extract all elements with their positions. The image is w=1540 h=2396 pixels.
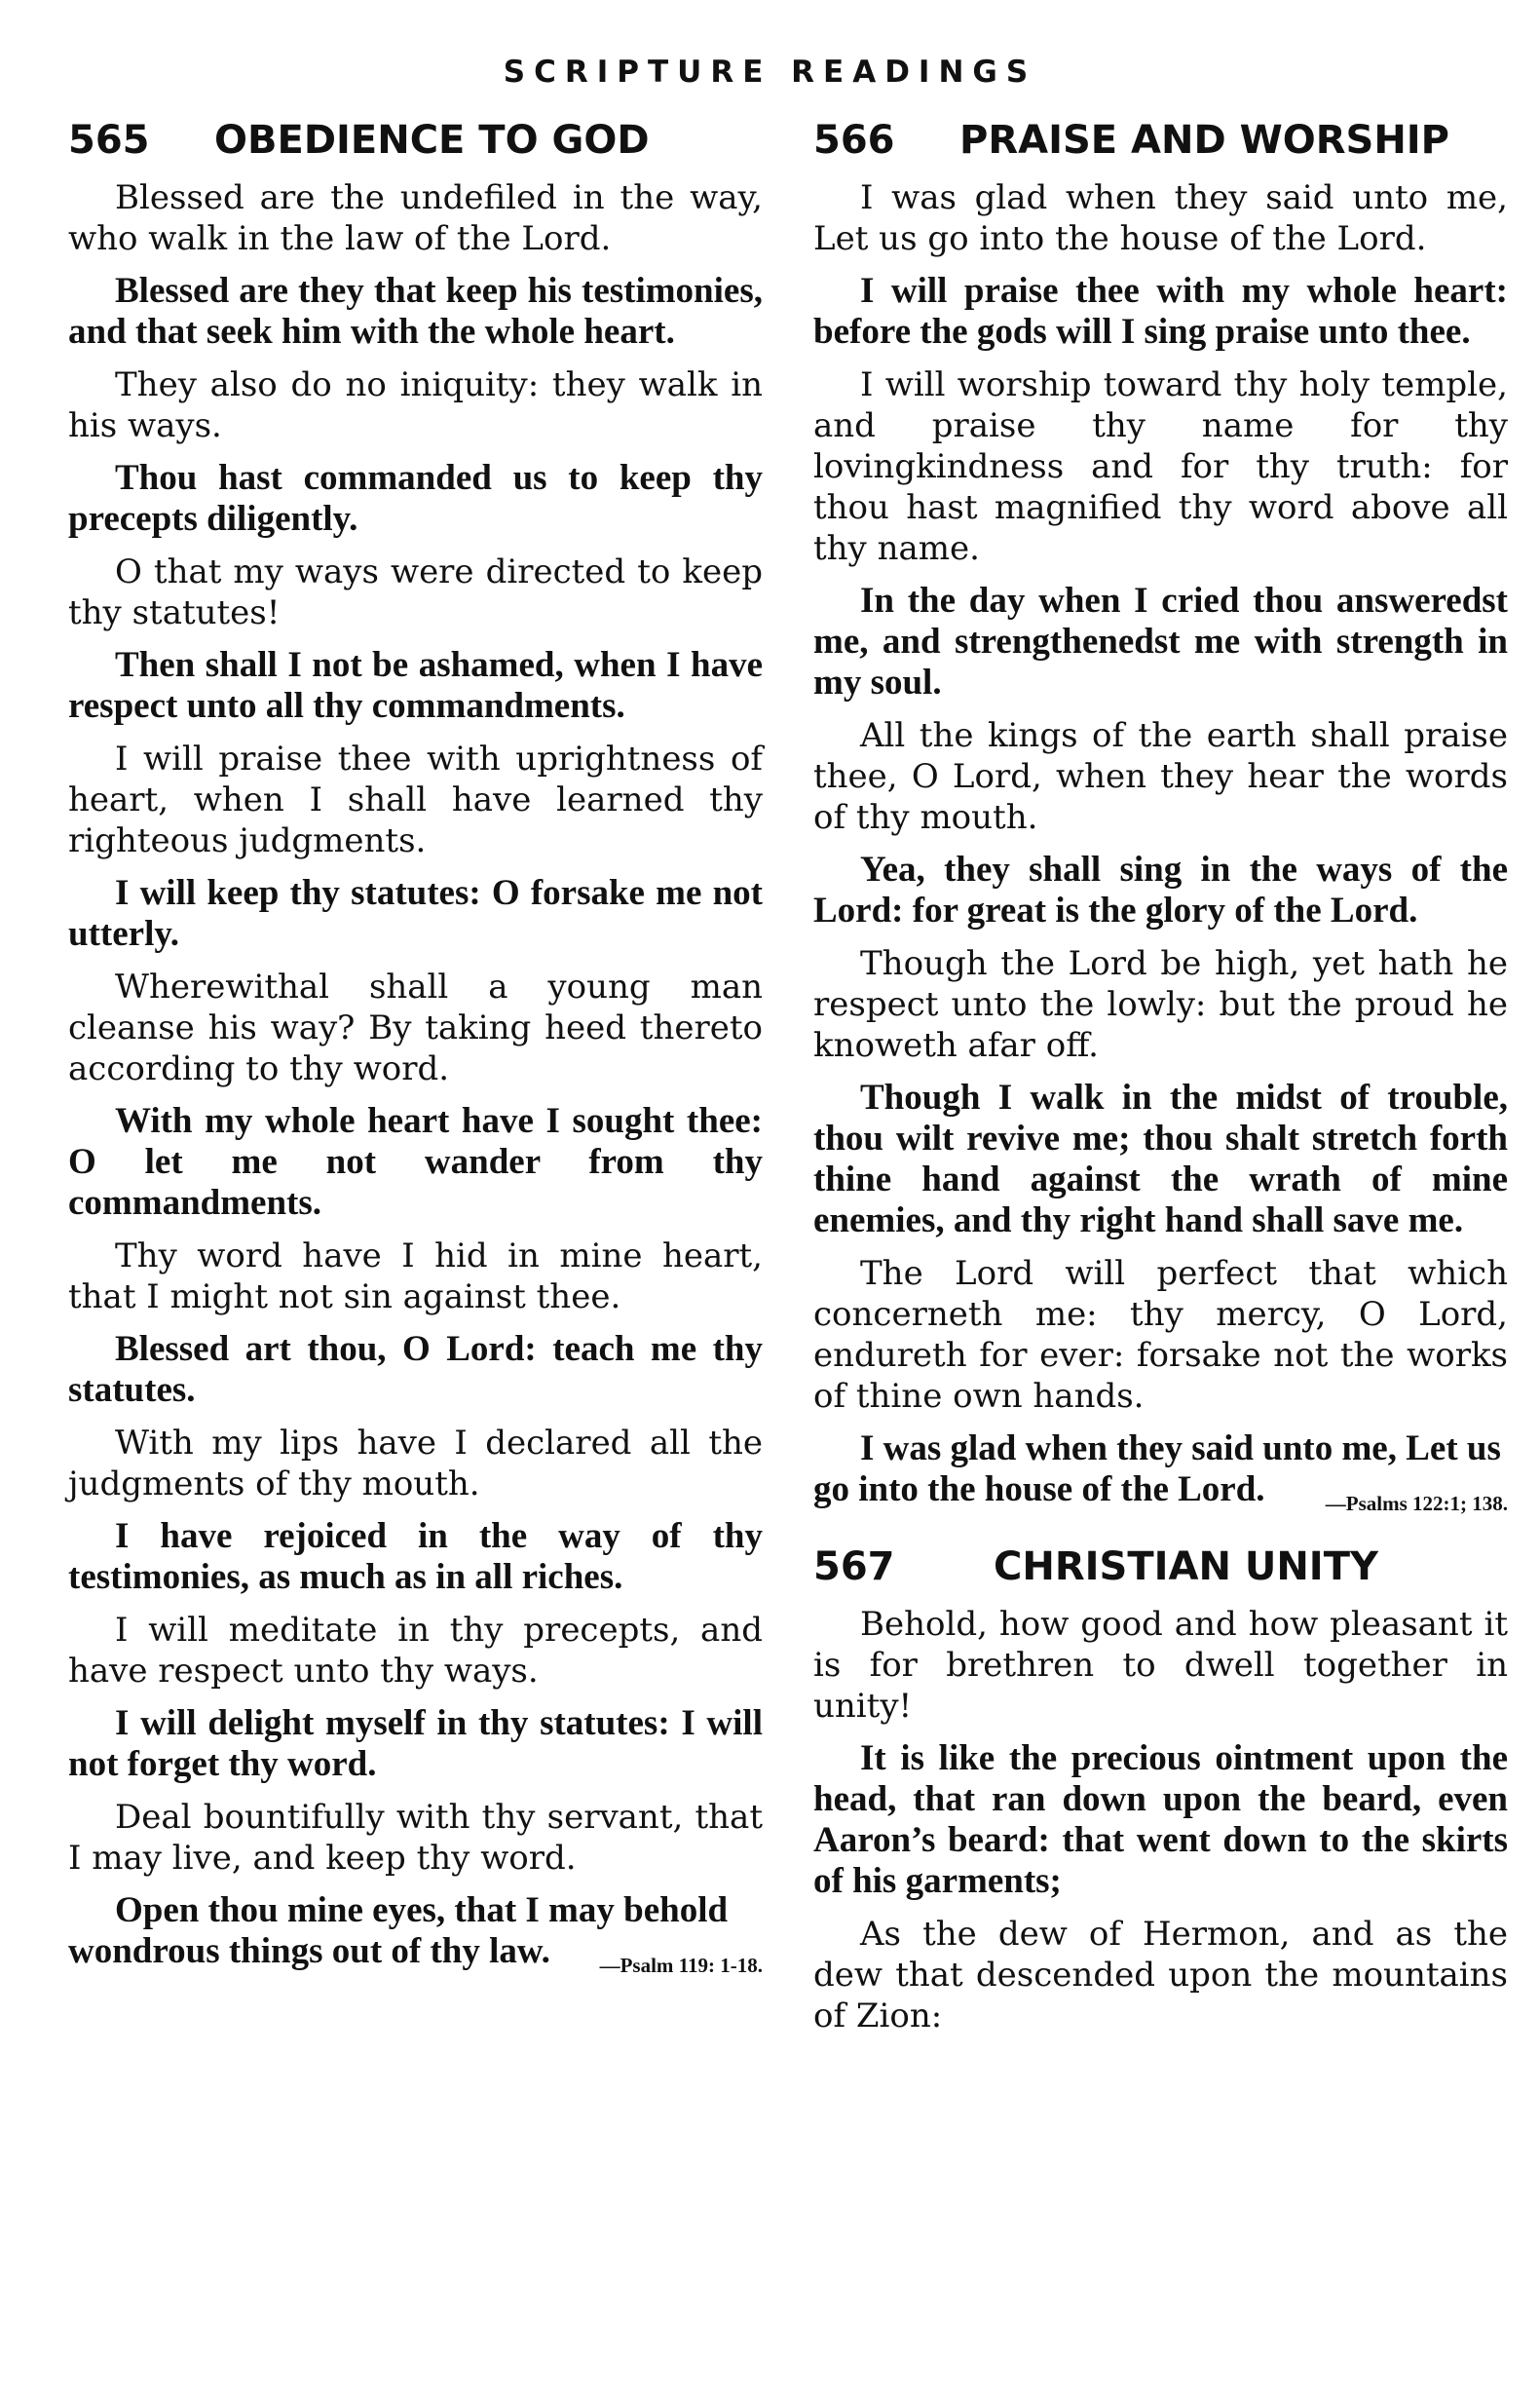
verse: O that my ways were directed to keep thy statutes! <box>68 552 763 632</box>
verse-response: It is like the precious ointment upon the head, that ran down upon the beard, even Aaron’s beard: that went down to the skirts of his garments; <box>813 1738 1508 1901</box>
verse-response: In the day when I cried thou answeredst me, and strengthenedst me with strength in my soul. <box>813 581 1508 703</box>
citation: —Psalms 122:1; 138. <box>1325 1492 1508 1515</box>
left-column <box>68 117 763 1986</box>
right-column <box>813 117 1508 2048</box>
verse: The Lord will perfect that which concerneth me: thy mercy, O Lord, endureth for ever: forsake not the works of thine own hands. <box>813 1254 1508 1416</box>
verse-text: I was glad when they said unto me, Let us go into the house of the Lord. <box>813 1428 1501 1509</box>
verse-response: I will delight myself in thy statutes: I will not forget thy word. <box>68 1703 763 1784</box>
verse-response: Then shall I not be ashamed, when I have respect unto all thy commandments. <box>68 645 763 726</box>
verse-response: I will praise thee with my whole heart: before the gods will I sing praise unto thee. <box>813 271 1508 352</box>
verse-response-final <box>813 1428 1508 1515</box>
verse: All the kings of the earth shall praise thee, O Lord, when they hear the words of thy mouth. <box>813 716 1508 837</box>
verse-response-final <box>68 1890 763 1977</box>
verse: As the dew of Hermon, and as the dew that descended upon the mountains of Zion: <box>813 1915 1508 2035</box>
reading-title: PRAISE AND WORSHIP <box>959 118 1449 163</box>
verse-response: I will keep thy statutes: O forsake me not utterly. <box>68 873 763 954</box>
verse: With my lips have I declared all the judgments of thy mouth. <box>68 1424 763 1503</box>
reading-566-heading <box>813 117 1508 164</box>
verse-response: Thou hast commanded us to keep thy precepts diligently. <box>68 458 763 539</box>
verse-response: I have rejoiced in the way of thy testimonies, as much as in all riches. <box>68 1516 763 1597</box>
reading-title: CHRISTIAN UNITY <box>994 1544 1378 1589</box>
verse: Behold, how good and how pleasant it is for brethren to dwell together in unity! <box>813 1605 1508 1726</box>
verse: Wherewithal shall a young man cleanse his way? By taking heed thereto according to thy word. <box>68 968 763 1088</box>
reading-number: 566 <box>813 118 895 163</box>
reading-567-heading <box>813 1543 1508 1590</box>
verse: They also do no iniquity: they walk in his ways. <box>68 365 763 445</box>
verse-response: Blessed art thou, O Lord: teach me thy statutes. <box>68 1329 763 1410</box>
reading-number: 565 <box>68 118 150 163</box>
verse: I will worship toward thy holy temple, and praise thy name for thy lovingkindness and for thy truth: for thou hast magnified thy word above all thy name. <box>813 365 1508 568</box>
page-title: SCRIPTURE READINGS <box>503 55 1037 90</box>
verse-response: Though I walk in the midst of trouble, thou wilt revive me; thou shalt stretch forth thine hand against the wrath of mine enemies, and thy right hand shall save me. <box>813 1078 1508 1240</box>
reading-565-heading <box>68 117 763 164</box>
citation: —Psalm 119: 1-18. <box>599 1954 763 1977</box>
verse-text: Open thou mine eyes, that I may behold wondrous things out of thy law. <box>68 1890 729 1971</box>
verse: Blessed are the undefiled in the way, who walk in the law of the Lord. <box>68 178 763 258</box>
verse: Thy word have I hid in mine heart, that I might not sin against thee. <box>68 1236 763 1316</box>
verse: Though the Lord be high, yet hath he respect unto the lowly: but the proud he knoweth afar off. <box>813 944 1508 1065</box>
verse: I was glad when they said unto me, Let us go into the house of the Lord. <box>813 178 1508 258</box>
verse-response: With my whole heart have I sought thee: O let me not wander from thy commandments. <box>68 1101 763 1223</box>
verse: I will praise thee with uprightness of heart, when I shall have learned thy righteous judgments. <box>68 740 763 860</box>
reading-title: OBEDIENCE TO GOD <box>214 118 650 163</box>
verse: Deal bountifully with thy servant, that I may live, and keep thy word. <box>68 1798 763 1878</box>
verse-response: Yea, they shall sing in the ways of the Lord: for great is the glory of the Lord. <box>813 850 1508 931</box>
verse: I will meditate in thy precepts, and have respect unto thy ways. <box>68 1611 763 1691</box>
verse-response: Blessed are they that keep his testimonies, and that seek him with the whole heart. <box>68 271 763 352</box>
reading-number: 567 <box>813 1544 895 1589</box>
